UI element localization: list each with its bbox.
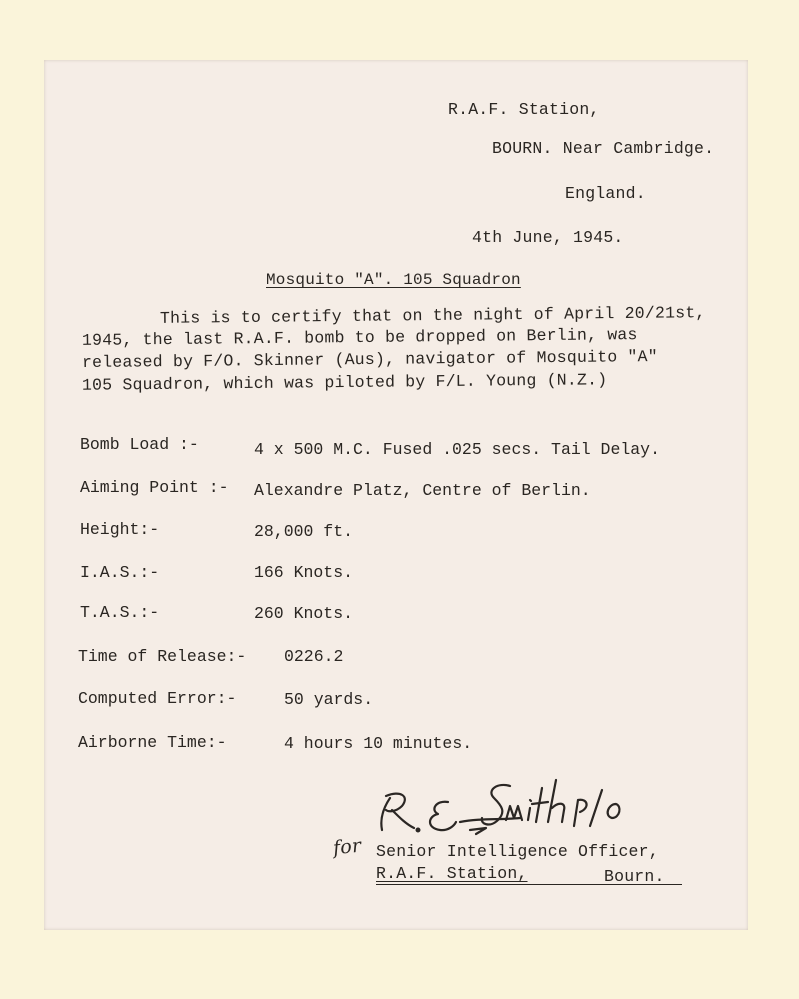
detail-value-airborne-time: 4 hours 10 minutes. bbox=[284, 734, 473, 753]
detail-label-ias: I.A.S.:- bbox=[80, 563, 160, 582]
country-line: England. bbox=[565, 184, 646, 203]
signature-title-line: Senior Intelligence Officer, bbox=[376, 842, 659, 861]
handwritten-signature bbox=[330, 760, 660, 880]
signature-for-prefix: for bbox=[331, 834, 363, 860]
detail-label-tas: T.A.S.:- bbox=[80, 603, 160, 622]
detail-value-aiming-point: Alexandre Platz, Centre of Berlin. bbox=[254, 481, 591, 500]
detail-value-time-of-release: 0226.2 bbox=[284, 647, 344, 666]
detail-label-bomb-load: Bomb Load :- bbox=[80, 435, 199, 454]
signature-bourn-line: Bourn. bbox=[604, 867, 665, 886]
detail-label-computed-error: Computed Error:- bbox=[78, 689, 237, 708]
detail-label-height: Height:- bbox=[80, 520, 160, 539]
detail-label-time-of-release: Time of Release:- bbox=[78, 647, 247, 666]
date-line: 4th June, 1945. bbox=[472, 228, 624, 247]
body-line-1: This is to certify that on the night of April 20/21st, bbox=[159, 303, 706, 328]
detail-label-aiming-point: Aiming Point :- bbox=[80, 478, 229, 497]
document-title: Mosquito "A". 105 Squadron bbox=[266, 271, 521, 289]
body-line-2: 1945, the last R.A.F. bomb to be dropped on Berlin, was bbox=[81, 325, 638, 350]
station-line: R.A.F. Station, bbox=[448, 100, 600, 119]
detail-value-computed-error: 50 yards. bbox=[284, 690, 374, 709]
detail-value-ias: 166 Knots. bbox=[254, 563, 354, 582]
body-line-4: 105 Squadron, which was piloted by F/L. Young (N.Z.) bbox=[81, 370, 608, 395]
detail-value-tas: 260 Knots. bbox=[254, 604, 354, 623]
detail-value-bomb-load: 4 x 500 M.C. Fused .025 secs. Tail Delay. bbox=[254, 440, 660, 459]
signature-underline bbox=[376, 884, 682, 885]
detail-label-airborne-time: Airborne Time:- bbox=[78, 733, 227, 752]
detail-value-height: 28,000 ft. bbox=[254, 522, 354, 541]
body-line-3: released by F/O. Skinner (Aus), navigator of Mosquito "A" bbox=[81, 346, 658, 373]
signature-station-line: R.A.F. Station, bbox=[376, 864, 528, 883]
location-line: BOURN. Near Cambridge. bbox=[492, 139, 715, 158]
